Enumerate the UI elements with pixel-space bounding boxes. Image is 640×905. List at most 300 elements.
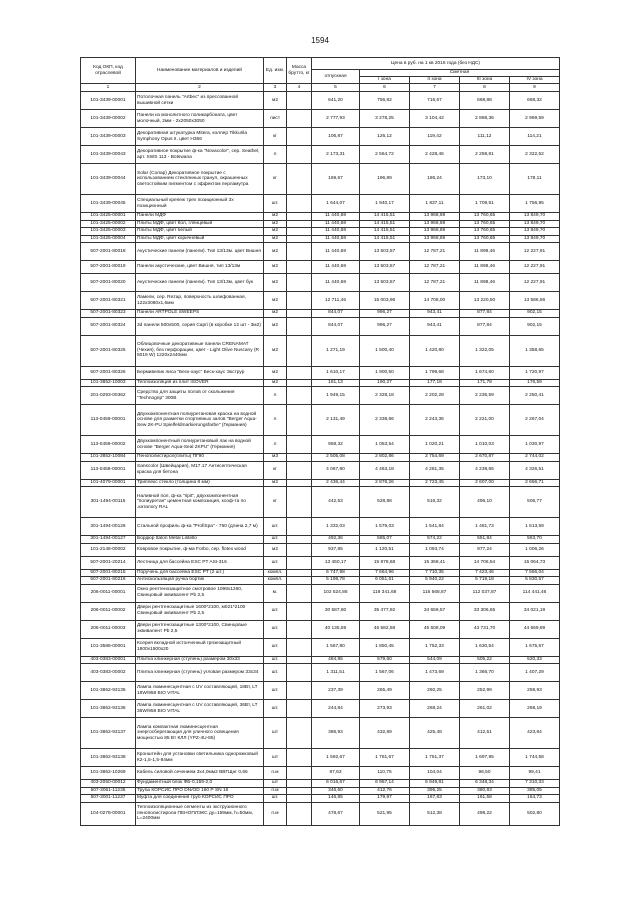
item-name: Панели МДФ xyxy=(136,213,264,221)
price-zone-3: 1 697,95 xyxy=(460,749,510,767)
price-zone-1: 1 120,51 xyxy=(360,543,410,556)
item-mass xyxy=(287,292,312,310)
header-code: Код ОКП, код отраслевой xyxy=(81,58,136,84)
price-zone-2: 2 243,36 xyxy=(410,405,460,436)
header-price-group: Цена в руб. на 1 кв 2016 года (без НДС) xyxy=(312,58,560,70)
price-zone-2: 512,38 xyxy=(410,802,460,825)
item-code: 301-1494-00126 xyxy=(81,518,136,536)
price-zone-2: 12 787,21 xyxy=(410,274,460,292)
price-release: 2 173,31 xyxy=(312,146,360,164)
item-name: Лампа люминесцентная с UV составляющей, 18Вт, LT 18W/958 BIO VITAL xyxy=(136,682,264,700)
price-release: 1 332,03 xyxy=(312,518,360,536)
price-release: 641,20 xyxy=(312,92,360,110)
price-zone-2: 167,83 xyxy=(410,795,460,803)
item-name: Теплоизоляция из плит ISOVER xyxy=(136,379,264,387)
item-code: 101-3439-00003 xyxy=(81,128,136,146)
header-release: отпускная xyxy=(312,70,360,84)
item-name: Окно рентгенозащитное смотровое 1098х1260, Свинцовый эквивалент Pb 2,5 xyxy=(136,584,264,602)
item-mass xyxy=(287,780,312,788)
item-unit: п.м xyxy=(264,802,287,825)
price-release: 1 311,51 xyxy=(312,664,360,682)
price-zone-2: 1 837,11 xyxy=(410,195,460,213)
column-number: 6 xyxy=(360,84,410,92)
price-zone-3: 13 760,65 xyxy=(460,228,510,236)
price-zone-1: 2 802,86 xyxy=(360,454,410,462)
price-zone-3: 2 670,87 xyxy=(460,454,510,462)
price-zone-3: 877,84 xyxy=(460,310,510,318)
item-name: Акустические панели (панели). Тип 13/13м, цвет бук xyxy=(136,274,264,292)
item-mass xyxy=(287,584,312,602)
price-zone-2: 13 968,69 xyxy=(410,220,460,228)
item-name: Ламели, сер. Rezap, поверхность шлифованная, 122х3080х1,6мм xyxy=(136,292,264,310)
item-code: 507-2001-80020 xyxy=(81,274,136,292)
table-row xyxy=(81,379,560,387)
price-zone-3: 5 719,18 xyxy=(460,577,510,585)
item-mass xyxy=(287,213,312,221)
item-unit: п.м xyxy=(264,787,287,795)
page-number: 1594 xyxy=(311,36,329,45)
item-mass xyxy=(287,243,312,261)
price-zone-1: 15 003,96 xyxy=(360,292,410,310)
item-mass xyxy=(287,569,312,577)
price-zone-4: 2 744,02 xyxy=(510,454,560,462)
item-mass xyxy=(287,682,312,700)
item-unit: м2 xyxy=(264,274,287,292)
price-zone-3: 6 348,34 xyxy=(460,780,510,788)
price-zone-2: 516,32 xyxy=(410,487,460,518)
item-mass xyxy=(287,620,312,638)
item-code: 101-3439-00044 xyxy=(81,164,136,195)
price-release: 11 440,68 xyxy=(312,235,360,243)
item-mass xyxy=(287,454,312,462)
price-zone-1: 273,93 xyxy=(360,700,410,718)
item-unit: м2 xyxy=(264,292,287,310)
price-zone-2: 1 751,37 xyxy=(410,749,460,767)
price-zone-4: 176,59 xyxy=(510,379,560,387)
item-name: Двери рентгенозащитные 1300*2100, Свинцовые эквивалент Pb 2,5 xyxy=(136,620,264,638)
price-zone-4: 44 669,89 xyxy=(510,620,560,638)
item-name: 3d панели 500х500, серия Capri (в коробке 12 шт - 3м2) xyxy=(136,317,264,335)
price-zone-1: 179,97 xyxy=(360,795,410,803)
column-number: 7 xyxy=(410,84,460,92)
price-zone-3: 496,10 xyxy=(460,487,510,518)
price-zone-1: 15 878,68 xyxy=(360,556,410,569)
price-zone-1: 14 415,51 xyxy=(360,235,410,243)
table-row xyxy=(81,569,560,577)
price-zone-4: 114 441,46 xyxy=(510,584,560,602)
price-zone-4: 902,15 xyxy=(510,317,560,335)
header-zone-4: IV зона xyxy=(510,77,560,84)
price-zone-1: 14 415,51 xyxy=(360,228,410,236)
price-release: 146,85 xyxy=(312,795,360,803)
price-zone-1: 3 278,25 xyxy=(360,110,410,128)
price-zone-3: 977,24 xyxy=(460,543,510,556)
price-zone-2: 1 420,80 xyxy=(410,335,460,366)
item-unit: шт. xyxy=(264,682,287,700)
item-name: Средство для защиты полов от скольжения "Technogrip" 300B xyxy=(136,387,264,405)
item-code: 507-3061-11236 xyxy=(81,787,136,795)
price-zone-2: 1 752,33 xyxy=(410,638,460,656)
table-row xyxy=(81,461,560,479)
price-zone-3: 498,22 xyxy=(460,802,510,825)
table-row xyxy=(81,787,560,795)
price-zone-4: 7 566,04 xyxy=(510,569,560,577)
price-zone-1: 6 051,61 xyxy=(360,577,410,585)
item-mass xyxy=(287,602,312,620)
item-code: 507-3001-11237 xyxy=(81,795,136,803)
item-unit: м2 xyxy=(264,479,287,487)
item-name: Плитка клинкерная (ступень) угловая размером 33х34 xyxy=(136,664,264,682)
price-release: 11 440,68 xyxy=(312,261,360,274)
price-zone-3: 13 760,65 xyxy=(460,235,510,243)
price-release: 6 747,98 xyxy=(312,569,360,577)
table-row xyxy=(81,802,560,825)
item-unit: м2 xyxy=(264,243,287,261)
item-unit: м2 xyxy=(264,310,287,318)
item-mass xyxy=(287,802,312,825)
price-zone-4: 13 849,70 xyxy=(510,220,560,228)
item-name: Кабель силовой сечением 3х4,0мм2 ВВГЩнг 0,66 xyxy=(136,767,264,780)
item-mass xyxy=(287,405,312,436)
price-zone-4: 385,05 xyxy=(510,787,560,795)
price-zone-4: 1 756,95 xyxy=(510,195,560,213)
item-name: Пенополистирол(плиты) ПГ90 xyxy=(136,454,264,462)
item-unit: шт. xyxy=(264,602,287,620)
item-code: 507-2001-80019 xyxy=(81,261,136,274)
price-zone-3: 96,50 xyxy=(460,767,510,780)
price-zone-3: 505,22 xyxy=(460,656,510,664)
price-zone-1: 2 328,18 xyxy=(360,387,410,405)
price-zone-3: 7 423,46 xyxy=(460,569,510,577)
price-zone-1: 756,82 xyxy=(360,92,410,110)
price-zone-1: 1 940,17 xyxy=(360,195,410,213)
item-mass xyxy=(287,543,312,556)
price-zone-1: 1 579,03 xyxy=(360,518,410,536)
price-release: 844,07 xyxy=(312,317,360,335)
price-release: 169,67 xyxy=(312,164,360,195)
price-zone-4: 1 744,58 xyxy=(510,749,560,767)
price-table-body xyxy=(81,92,560,826)
item-code: 206-0011-00001 xyxy=(81,584,136,602)
item-mass xyxy=(287,577,312,585)
item-code: 101-2146-00002 xyxy=(81,543,136,556)
price-release: 346,60 xyxy=(312,787,360,795)
price-zone-2: 943,41 xyxy=(410,310,460,318)
item-code: 101-3439-00043 xyxy=(81,146,136,164)
price-zone-3: 252,99 xyxy=(460,682,510,700)
item-name: Муфта для соединения труб КОРСИС ПРО xyxy=(136,795,264,803)
price-release: 492,36 xyxy=(312,536,360,544)
price-zone-2: 395,25 xyxy=(410,787,460,795)
item-mass xyxy=(287,235,312,243)
item-name: Плиты МДФ, цвет белый xyxy=(136,228,264,236)
table-row xyxy=(81,164,560,195)
table-row xyxy=(81,110,560,128)
table-row xyxy=(81,310,560,318)
price-zone-4: 178,11 xyxy=(510,164,560,195)
item-name: Фундаментный блок ФБ-0,159-2,0 xyxy=(136,780,264,788)
table-row xyxy=(81,454,560,462)
price-release: 40 135,59 xyxy=(312,620,360,638)
price-zone-4: 2 969,59 xyxy=(510,110,560,128)
price-zone-2: 1 020,21 xyxy=(410,436,460,454)
price-zone-2: 943,41 xyxy=(410,317,460,335)
price-zone-3: 2 221,00 xyxy=(460,405,510,436)
price-zone-2: 7 710,35 xyxy=(410,569,460,577)
table-row xyxy=(81,195,560,213)
item-unit: шт xyxy=(264,780,287,788)
price-zone-2: 716,67 xyxy=(410,92,460,110)
item-unit: м2 xyxy=(264,366,287,379)
price-release: 1 567,80 xyxy=(312,638,360,656)
price-release: 478,67 xyxy=(312,802,360,825)
price-zone-2: 2 428,46 xyxy=(410,146,460,164)
price-zone-1: 13 503,57 xyxy=(360,243,410,261)
price-zone-4: 423,84 xyxy=(510,718,560,749)
price-zone-3: 1 366,70 xyxy=(460,664,510,682)
price-zone-2: 1 093,74 xyxy=(410,543,460,556)
price-zone-1: 119 341,68 xyxy=(360,584,410,602)
header-estimate: Сметная xyxy=(360,70,560,77)
price-zone-3: 1 010,03 xyxy=(460,436,510,454)
table-row xyxy=(81,235,560,243)
price-release: 2 436,44 xyxy=(312,479,360,487)
item-name: Кронштейн для установки светильника однорожковый К2-1,5-1,5-84мм xyxy=(136,749,264,767)
price-zone-4: 99,41 xyxy=(510,767,560,780)
item-code: 206-0011-00002 xyxy=(81,602,136,620)
item-mass xyxy=(287,518,312,536)
item-name: Потолочная панель "Artbec" из прессованной вышивной сетки xyxy=(136,92,264,110)
item-code: 403-0383-00002 xyxy=(81,664,136,682)
price-zone-3: 877,84 xyxy=(460,317,510,335)
price-zone-2: 177,18 xyxy=(410,379,460,387)
item-unit: м2 xyxy=(264,235,287,243)
item-unit: м2 xyxy=(264,317,287,335)
price-zone-2: 34 659,57 xyxy=(410,602,460,620)
price-zone-2: 14 708,00 xyxy=(410,292,460,310)
item-mass xyxy=(287,335,312,366)
price-zone-4: 1 006,26 xyxy=(510,543,560,556)
price-zone-4: 2 250,41 xyxy=(510,387,560,405)
item-mass xyxy=(287,128,312,146)
table-row xyxy=(81,292,560,310)
item-code: 101-3852-10003 xyxy=(81,379,136,387)
price-zone-4: 902,15 xyxy=(510,310,560,318)
price-release: 13 450,17 xyxy=(312,556,360,569)
item-unit: компл. xyxy=(264,577,287,585)
item-code: 113-0459-00001 xyxy=(81,405,136,436)
item-code: 101-3862-10269 xyxy=(81,767,136,780)
price-zone-1: 35 477,92 xyxy=(360,602,410,620)
item-code: 101-3425-00003 xyxy=(81,228,136,236)
price-zone-1: 110,75 xyxy=(360,767,410,780)
price-zone-2: 260,25 xyxy=(410,682,460,700)
price-zone-3: 2 236,59 xyxy=(460,387,510,405)
price-release: 5 198,78 xyxy=(312,577,360,585)
price-zone-3: 11 898,46 xyxy=(460,243,510,261)
price-zone-2: 2 754,69 xyxy=(410,454,460,462)
item-unit: м2 xyxy=(264,220,287,228)
table-row xyxy=(81,228,560,236)
price-zone-4: 1 358,65 xyxy=(510,335,560,366)
item-code: 101-3862-93135 xyxy=(81,682,136,700)
item-mass xyxy=(287,536,312,544)
price-zone-3: 13 760,65 xyxy=(460,220,510,228)
price-zone-1: 1 500,40 xyxy=(360,335,410,366)
table-row xyxy=(81,436,560,454)
price-zone-1: 6 957,14 xyxy=(360,780,410,788)
price-zone-2: 13 968,69 xyxy=(410,213,460,221)
price-zone-3: 412,51 xyxy=(460,718,510,749)
price-release: 11 440,68 xyxy=(312,228,360,236)
item-name: Триплекс стекло (толщина 8 мм) xyxy=(136,479,264,487)
item-mass xyxy=(287,379,312,387)
column-number: 3 xyxy=(264,84,287,92)
item-mass xyxy=(287,220,312,228)
item-mass xyxy=(287,664,312,682)
item-mass xyxy=(287,274,312,292)
price-zone-3: 2 868,36 xyxy=(460,110,510,128)
table-row xyxy=(81,700,560,718)
item-unit: кг xyxy=(264,487,287,518)
table-row xyxy=(81,767,560,780)
price-zone-3: 1 481,73 xyxy=(460,518,510,536)
item-mass xyxy=(287,749,312,767)
table-row xyxy=(81,664,560,682)
item-code: 301-1494-00115 xyxy=(81,487,136,518)
table-row xyxy=(81,146,560,164)
price-zone-1: 190,27 xyxy=(360,379,410,387)
item-code: 507-2001-80018 xyxy=(81,243,136,261)
header-name: Наименование материалов и изделий xyxy=(136,58,264,84)
price-zone-1: 13 503,57 xyxy=(360,274,410,292)
price-zone-1: 126,12 xyxy=(360,128,410,146)
item-mass xyxy=(287,795,312,803)
price-zone-3: 1 322,05 xyxy=(460,335,510,366)
price-zone-4: 1 030,97 xyxy=(510,436,560,454)
price-release: 937,85 xyxy=(312,543,360,556)
item-unit: шт. xyxy=(264,620,287,638)
item-code: 507-2001-80323 xyxy=(81,310,136,318)
item-code: 101-4079-00001 xyxy=(81,479,136,487)
price-zone-1: 196,89 xyxy=(360,164,410,195)
table-row xyxy=(81,656,560,664)
header-zone-2: II зона xyxy=(410,77,460,84)
price-zone-2: 5 940,22 xyxy=(410,577,460,585)
item-name: Лестница для бассейна ESC PT ASI-316 xyxy=(136,556,264,569)
item-unit: м2 xyxy=(264,335,287,366)
price-zone-1: 412,76 xyxy=(360,787,410,795)
item-mass xyxy=(287,487,312,518)
item-mass xyxy=(287,638,312,656)
item-mass xyxy=(287,767,312,780)
item-unit: кг xyxy=(264,164,287,195)
price-zone-3: 112 037,87 xyxy=(460,584,510,602)
item-name: Поручень для бассейна ESC PT (2 шт.) xyxy=(136,569,264,577)
price-zone-1: 521,95 xyxy=(360,802,410,825)
price-zone-3: 668,88 xyxy=(460,92,510,110)
price-release: 4 067,80 xyxy=(312,461,360,479)
price-zone-1: 13 503,57 xyxy=(360,261,410,274)
item-name: Труба КОРСИС ПРО DN/OD 160 Р SN 16 xyxy=(136,787,264,795)
price-zone-2: 544,09 xyxy=(410,656,460,664)
item-name: Специальный крепеж трех позиционный 3х позиционный xyxy=(136,195,264,213)
item-code: 507-2001-80215 xyxy=(81,569,136,577)
item-code: 507-2001-80326 xyxy=(81,366,136,379)
price-release: 1 271,19 xyxy=(312,335,360,366)
price-zone-2: 2 723,45 xyxy=(410,479,460,487)
price-release: 237,39 xyxy=(312,682,360,700)
item-code: 113-0458-00001 xyxy=(81,461,136,479)
item-name: Акустические панели (панели). Тип 13/13м. цвет Вишня xyxy=(136,243,264,261)
item-name: Панели акустические, цвет Вишня, тип 13/13м xyxy=(136,261,264,274)
price-zone-1: 996,27 xyxy=(360,310,410,318)
item-name: Лампа компактная люминесцентная энергосберегающая для уличного освещения мощностью 85 Вт КЛЛ (YPZ-4U-85) xyxy=(136,718,264,749)
item-name: Ксерия вкладной истонченный грязезащитный 1800х1500х20 xyxy=(136,638,264,656)
item-code: 507-2001-20214 xyxy=(81,556,136,569)
item-code: 101-3425-00002 xyxy=(81,220,136,228)
item-code: 507-2001-80216 xyxy=(81,577,136,585)
price-release: 2 505,08 xyxy=(312,454,360,462)
price-zone-4: 2 656,71 xyxy=(510,479,560,487)
table-row xyxy=(81,584,560,602)
price-zone-4: 1 513,59 xyxy=(510,518,560,536)
price-zone-3: 2 607,00 xyxy=(460,479,510,487)
table-row xyxy=(81,213,560,221)
price-release: 1 610,17 xyxy=(312,366,360,379)
price-zone-4: 12 227,91 xyxy=(510,274,560,292)
item-mass xyxy=(287,461,312,479)
table-row xyxy=(81,795,560,803)
item-unit: лист xyxy=(264,110,287,128)
price-release: 161,13 xyxy=(312,379,360,387)
item-name: Двухкомпонентная полиуретановая краска на водной основе для разметки спортивных залов "Berger Aqua-Sew 2K-PU Spielfeldmarkierungsfarbe" (Германия) xyxy=(136,405,264,436)
item-code: 101-3586-00001 xyxy=(81,638,136,656)
item-unit: шт. xyxy=(264,518,287,536)
price-zone-3: 43 731,70 xyxy=(460,620,510,638)
item-unit: шт xyxy=(264,749,287,767)
item-code: 101-3439-00001 xyxy=(81,92,136,110)
price-zone-2: 574,22 xyxy=(410,536,460,544)
price-zone-3: 14 706,54 xyxy=(460,556,510,569)
item-unit: м2 xyxy=(264,213,287,221)
item-mass xyxy=(287,146,312,164)
table-row xyxy=(81,556,560,569)
price-zone-2: 4 281,35 xyxy=(410,461,460,479)
price-zone-3: 33 306,65 xyxy=(460,602,510,620)
column-number: 2 xyxy=(136,84,264,92)
price-zone-2: 1 473,69 xyxy=(410,664,460,682)
item-unit: шт. xyxy=(264,638,287,656)
table-row xyxy=(81,387,560,405)
price-zone-2: 13 968,69 xyxy=(410,228,460,236)
item-mass xyxy=(287,436,312,454)
price-zone-4: 668,32 xyxy=(510,92,560,110)
item-unit: л xyxy=(264,436,287,454)
price-release: 484,95 xyxy=(312,656,360,664)
item-unit: кг xyxy=(264,461,287,479)
price-release: 11 440,68 xyxy=(312,243,360,261)
price-release: 1 644,07 xyxy=(312,195,360,213)
price-zone-2: 3 104,42 xyxy=(410,110,460,128)
item-code: 206-0011-00003 xyxy=(81,620,136,638)
price-zone-3: 261,02 xyxy=(460,700,510,718)
price-zone-3: 161,58 xyxy=(460,795,510,803)
table-row xyxy=(81,487,560,518)
item-mass xyxy=(287,700,312,718)
price-zone-4: 12 227,91 xyxy=(510,243,560,261)
item-code: 403-0383-00001 xyxy=(81,656,136,664)
